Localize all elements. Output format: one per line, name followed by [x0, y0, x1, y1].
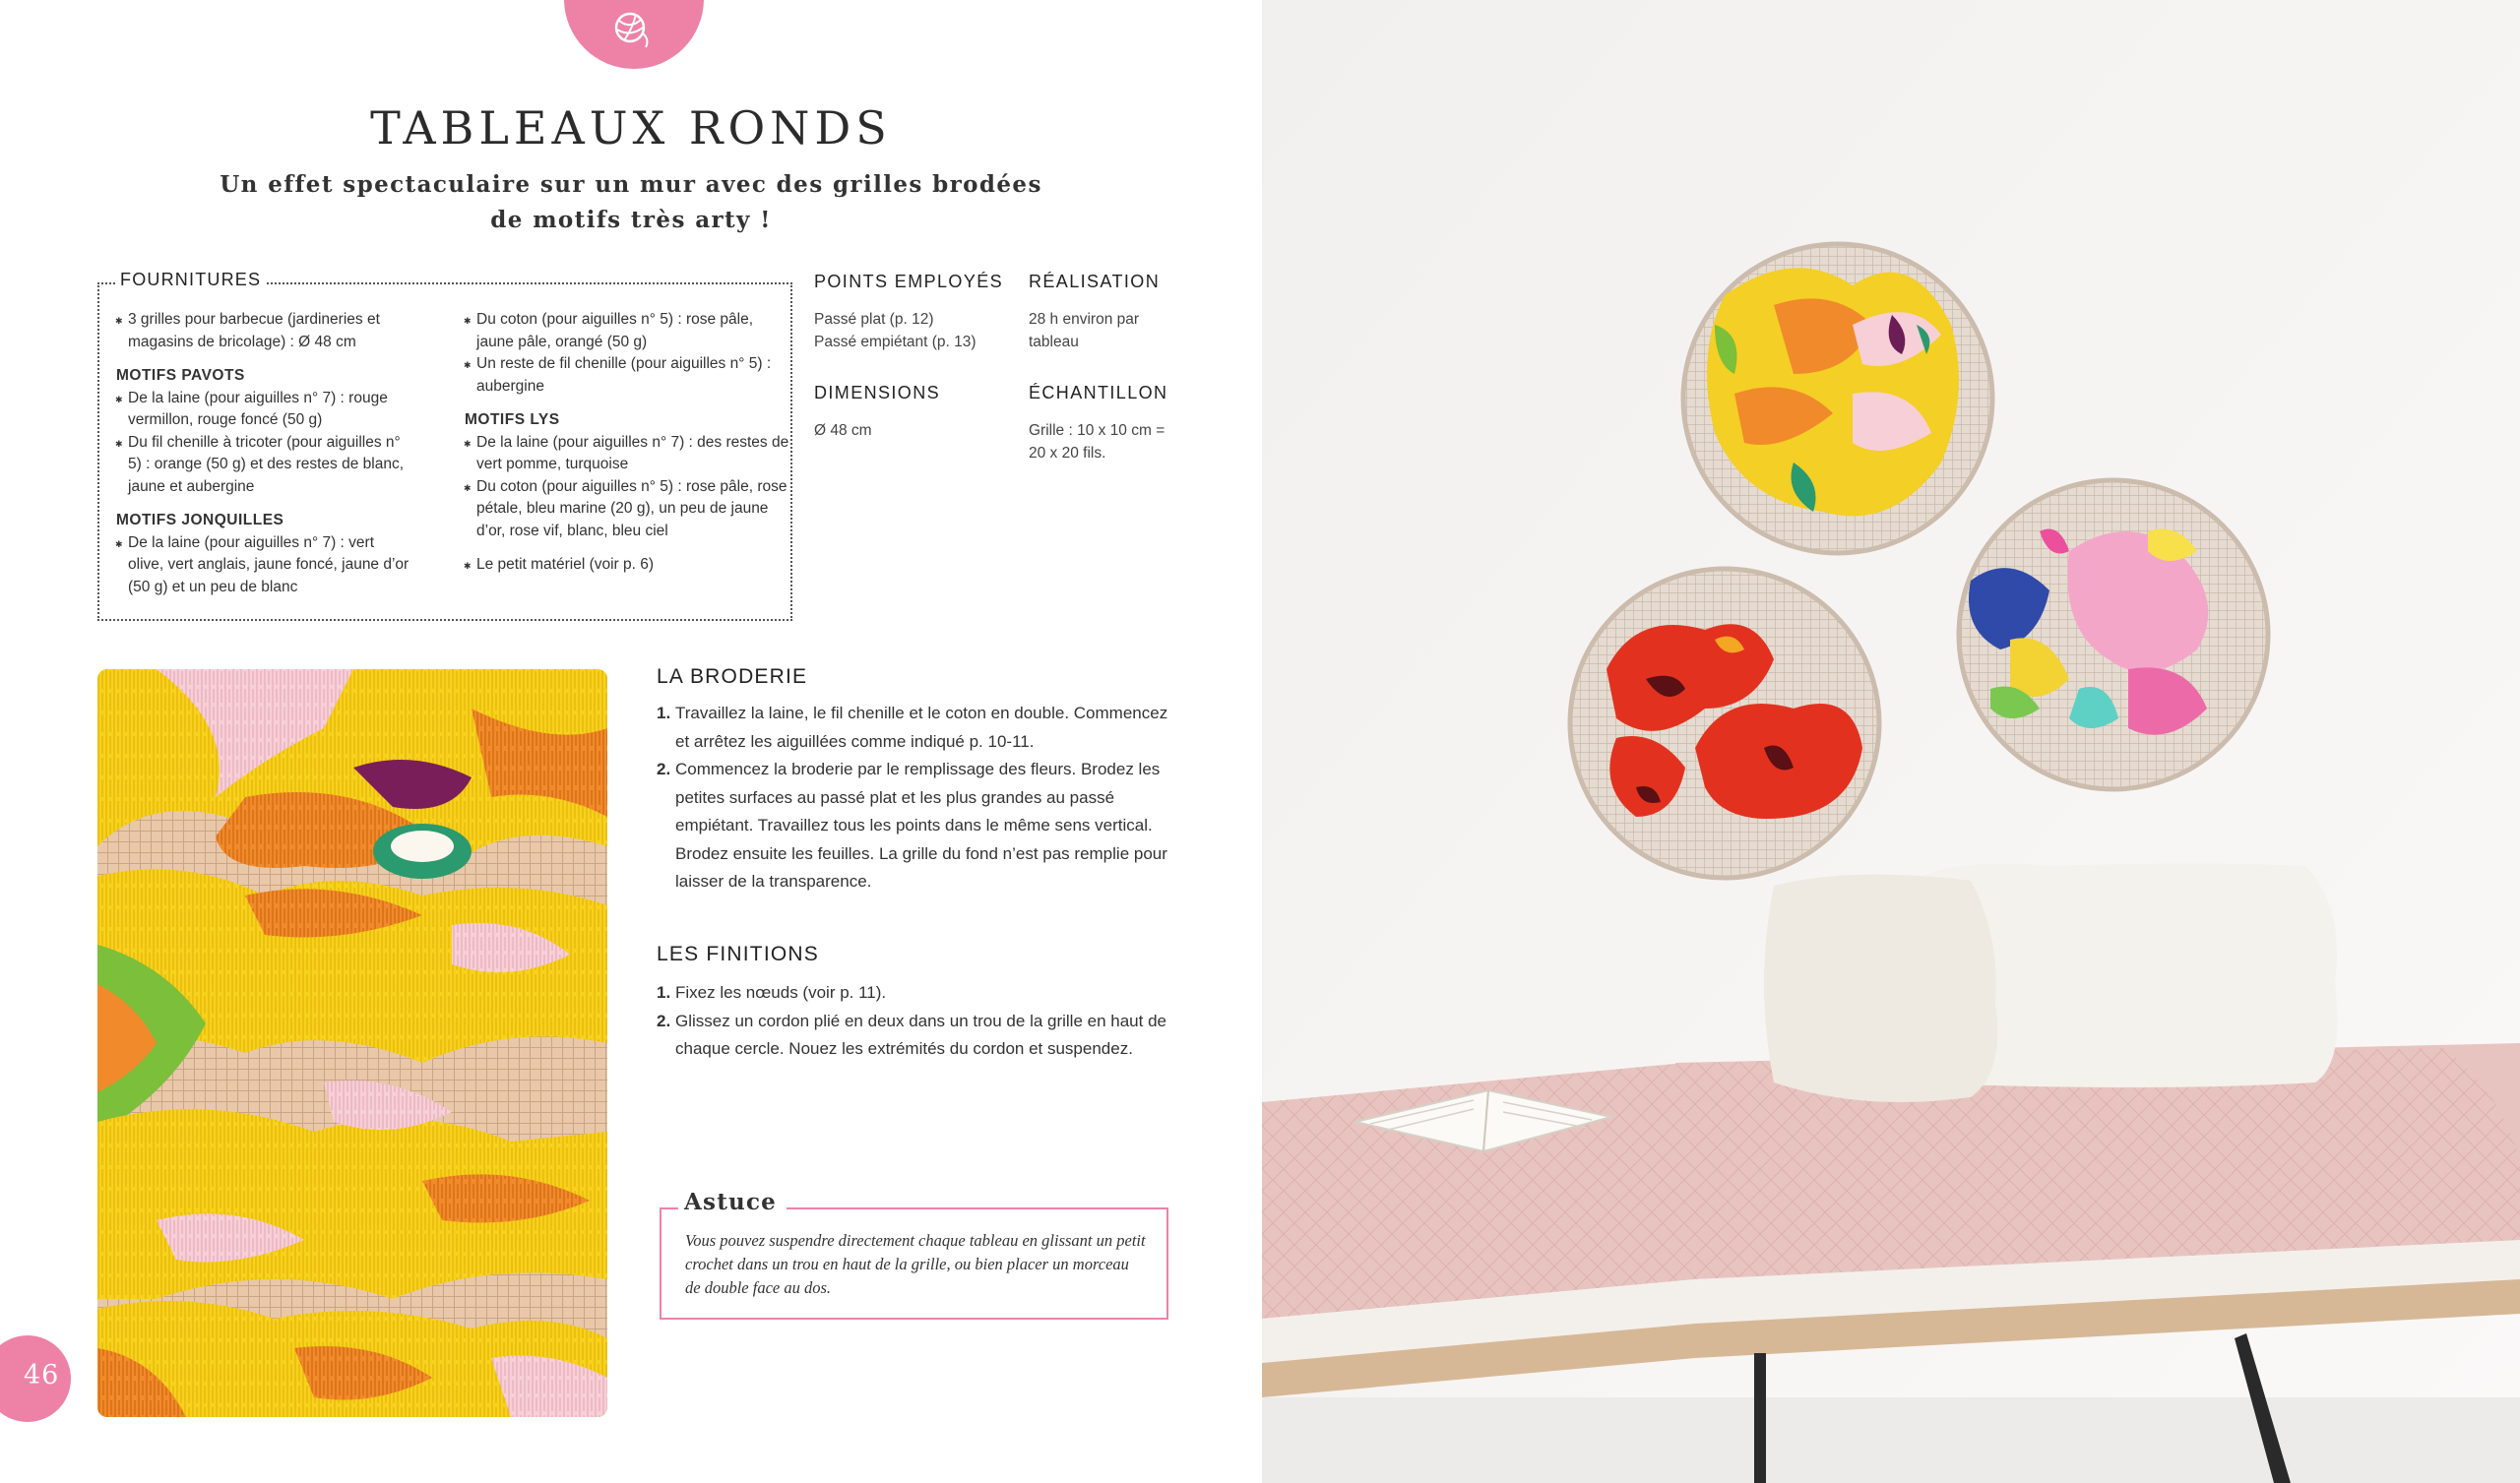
astuce-heading: Astuce	[678, 1189, 787, 1215]
step-number: 1.	[657, 983, 671, 1002]
supply-item: ✱ Du coton (pour aiguilles n° 5) : rose pâle, jaune pâle, orangé (50 g)	[465, 309, 789, 353]
dimensions-value: Ø 48 cm	[814, 422, 872, 439]
motifs-lys-heading: MOTIFS LYS	[465, 411, 560, 428]
jonquilles-embroidery-hoop	[1683, 244, 1992, 553]
yarn-ball-icon	[610, 6, 656, 51]
page-subtitle	[0, 167, 1262, 238]
fournitures-column-1	[116, 309, 411, 598]
echantillon-heading: ÉCHANTILLON	[1029, 383, 1168, 402]
realisation-heading: RÉALISATION	[1029, 272, 1161, 291]
page-title: TABLEAUX RONDS	[370, 101, 892, 154]
broderie-steps	[657, 700, 1173, 896]
finitions-steps	[657, 979, 1173, 1064]
step-text: Commencez la broderie par le remplissage des fleurs. Brodez les petites surfaces au passé plat et les plus grandes au passé empiétant. Travaillez tous les points dans le même sens vertical. Brodez ensuite les feuilles. La grille du fond n’est pas remplie pour laisser de la transparence.	[675, 760, 1167, 891]
realisation-line: tableau	[1029, 333, 1079, 350]
lys-embroidery-hoop	[1959, 480, 2268, 789]
broderie-heading: LA BRODERIE	[657, 665, 808, 688]
embroidery-closeup-illustration	[97, 669, 607, 1417]
realisation-values	[1029, 309, 1139, 353]
supply-item: ✱ Du coton (pour aiguilles n° 5) : rose pâle, rose pétale, bleu marine (20 g), un peu de jaune d’or, rose vif, blanc, bleu ciel	[465, 476, 789, 543]
step-text: Glissez un cordon plié en deux dans un trou de la grille en haut de chaque cercle. Nouez les extrémités du cordon et suspendez.	[675, 1011, 1166, 1058]
page-number-badge	[0, 1335, 71, 1422]
step-item	[657, 756, 1173, 896]
supply-item: ✱ 3 grilles pour barbecue (jardineries et magasins de bricolage) : Ø 48 cm	[116, 309, 411, 353]
supply-item: ✱ De la laine (pour aiguilles n° 7) : des restes de vert pomme, turquoise	[465, 432, 789, 476]
page-number: 46	[24, 1360, 60, 1390]
supply-item: ✱ De la laine (pour aiguilles n° 7) : vert olive, vert anglais, jaune foncé, jaune d’or (50 g) et un peu de blanc	[116, 532, 411, 599]
points-values	[814, 309, 976, 353]
subtitle-line-2: de motifs très arty !	[490, 207, 772, 233]
step-number: 2.	[657, 760, 671, 778]
step-item	[657, 700, 1173, 756]
step-item	[657, 979, 1173, 1008]
right-page-photo	[1262, 0, 2520, 1483]
astuce-text: Vous pouvez suspendre directement chaque tableau en glissant un petit crochet dans un trou en haut de la grille, ou bien placer un morceau de double face au dos.	[685, 1231, 1146, 1297]
embroidery-closeup-photo	[97, 669, 607, 1417]
supply-item: ✱ De la laine (pour aiguilles n° 7) : rouge vermillon, rouge foncé (50 g)	[116, 388, 411, 432]
step-number: 2.	[657, 1011, 671, 1030]
points-line: Passé empiétant (p. 13)	[814, 333, 976, 350]
step-item	[657, 1008, 1173, 1064]
realisation-line: 28 h environ par	[1029, 311, 1140, 328]
supply-item: ✱ Un reste de fil chenille (pour aiguilles n° 5) : aubergine	[465, 353, 789, 398]
step-number: 1.	[657, 704, 671, 722]
chapter-tab	[564, 0, 704, 69]
points-line: Passé plat (p. 12)	[814, 311, 934, 328]
finitions-heading: LES FINITIONS	[657, 943, 819, 965]
supply-item: ✱ Du fil chenille à tricoter (pour aiguilles n° 5) : orange (50 g) et des restes de blanc, jaune et aubergine	[116, 432, 411, 499]
echantillon-values	[1029, 420, 1165, 464]
pillows	[1764, 864, 2338, 1103]
step-text: Travaillez la laine, le fil chenille et le coton en double. Commencez et arrêtez les aiguillées comme indiqué p. 10-11.	[675, 704, 1168, 751]
echantillon-line: 20 x 20 fils.	[1029, 444, 1106, 462]
dimensions-heading: DIMENSIONS	[814, 383, 941, 402]
fournitures-column-2	[465, 309, 789, 577]
points-heading: POINTS EMPLOYÉS	[814, 272, 1004, 291]
pavots-embroidery-hoop	[1570, 569, 1879, 878]
motifs-jonquilles-heading: MOTIFS JONQUILLES	[116, 512, 284, 528]
supply-item: ✱ Le petit matériel (voir p. 6)	[465, 554, 789, 577]
fournitures-heading: FOURNITURES	[115, 270, 266, 290]
step-text: Fixez les nœuds (voir p. 11).	[675, 983, 887, 1002]
echantillon-line: Grille : 10 x 10 cm =	[1029, 422, 1166, 439]
subtitle-line-1: Un effet spectaculaire sur un mur avec des grilles brodées	[220, 171, 1042, 198]
living-room-photo	[1262, 0, 2520, 1483]
motifs-pavots-heading: MOTIFS PAVOTS	[116, 367, 245, 384]
